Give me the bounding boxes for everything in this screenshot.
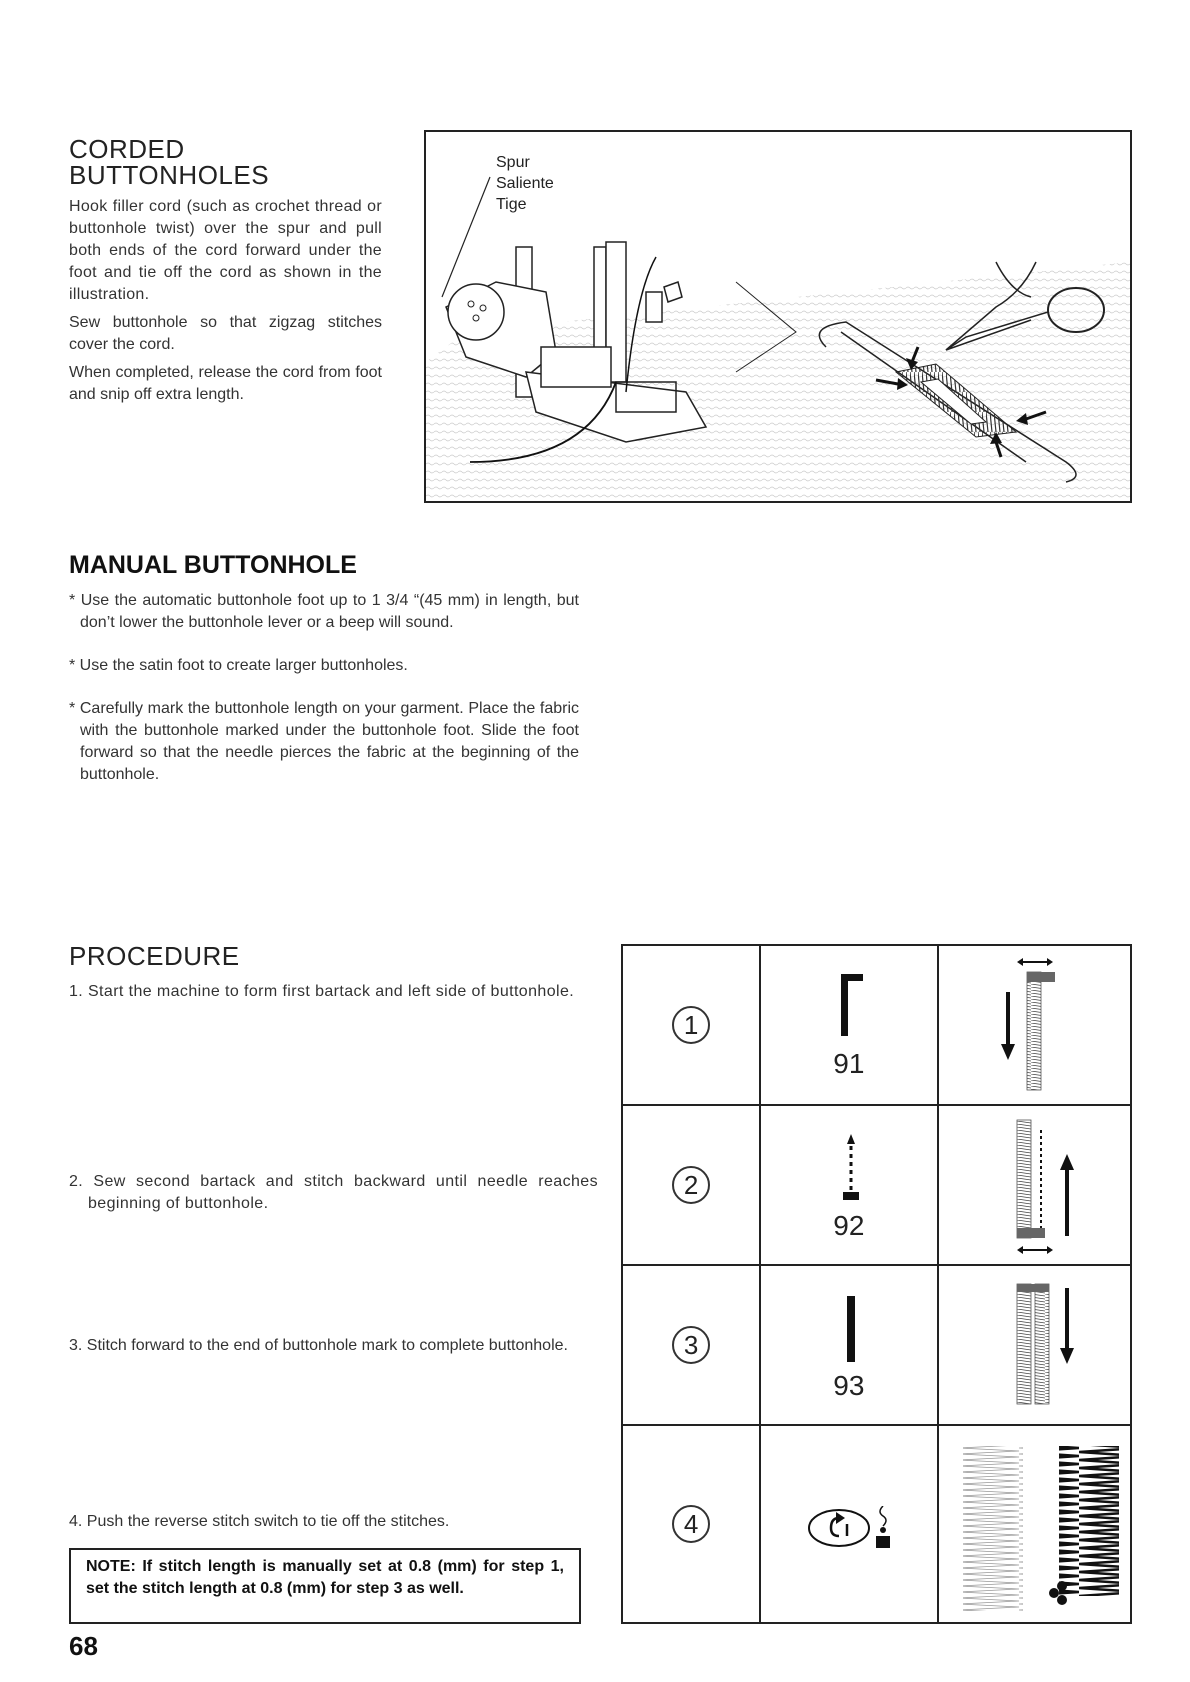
procedure-step-3: 3. Stitch forward to the end of buttonhole mark to complete buttonhole. bbox=[69, 1337, 568, 1354]
step-number: 3 bbox=[672, 1326, 710, 1364]
page-number: 68 bbox=[69, 1631, 98, 1661]
straight-forward-icon bbox=[841, 1296, 861, 1366]
tie-off-icon bbox=[873, 1506, 893, 1550]
corded-para-1: Hook filler cord (such as crochet thread or buttonhole twist) over the spur and pull both ends of the cord forward under the foot and tie off the cord as shown in the illustration. bbox=[69, 198, 382, 303]
table-row bbox=[622, 1105, 1131, 1265]
spur-labels bbox=[496, 152, 554, 215]
note-box bbox=[69, 1548, 581, 1624]
label-saliente: Saliente bbox=[496, 175, 554, 192]
stitch-diagram-cell bbox=[938, 1265, 1131, 1425]
procedure-step-1: 1. Start the machine to form first bartack and left side of buttonhole. bbox=[69, 983, 575, 1000]
table-row bbox=[622, 1425, 1131, 1623]
pattern-cell bbox=[760, 1105, 937, 1265]
stitch-code: 92 bbox=[833, 1209, 865, 1241]
manual-bullet-2: * Use the satin foot to create larger buttonholes. bbox=[69, 657, 408, 674]
table-row bbox=[622, 945, 1131, 1105]
pattern-cell bbox=[760, 1265, 937, 1425]
stitch-diagram-4 bbox=[959, 1436, 1129, 1616]
label-tige: Tige bbox=[496, 196, 527, 213]
stitch-diagram-2 bbox=[989, 1112, 1089, 1260]
stitch-diagram-3 bbox=[989, 1276, 1089, 1416]
bartack-reverse-icon bbox=[841, 1134, 861, 1204]
stitch-diagram-cell bbox=[938, 945, 1131, 1105]
procedure-title: PROCEDURE bbox=[69, 941, 240, 971]
corded-title-line2: BUTTONHOLES bbox=[69, 160, 270, 190]
stitch-code: 93 bbox=[833, 1369, 865, 1401]
corded-illustration bbox=[424, 130, 1132, 503]
procedure-step-2: 2. Sew second bartack and stitch backward until needle reaches beginning of buttonhole. bbox=[69, 1173, 598, 1212]
corded-title-line1: CORDED bbox=[69, 134, 185, 164]
manual-bullet-3: * Carefully mark the buttonhole length on your garment. Place the fabric with the buttonhole marked under the buttonhole foot. Slide the foot forward so that the needle pierces the fabric at the beginning of the buttonhole. bbox=[69, 700, 579, 783]
corded-para-2: Sew buttonhole so that zigzag stitches cover the cord. bbox=[69, 314, 382, 353]
table-row bbox=[622, 1265, 1131, 1425]
procedure-table bbox=[621, 944, 1132, 1624]
manual-buttonhole-title: MANUAL BUTTONHOLE bbox=[69, 551, 357, 579]
label-spur: Spur bbox=[496, 154, 530, 171]
manual-bullet-1: * Use the automatic buttonhole foot up to 1 3/4 “(45 mm) in length, but don’t lower the buttonhole lever or a beep will sound. bbox=[69, 592, 579, 631]
note-text: NOTE: If stitch length is manually set at 0.8 (mm) for step 1, set the stitch length at 0.8 (mm) for step 3 as well. bbox=[86, 1558, 564, 1597]
stitch-diagram-1 bbox=[989, 954, 1089, 1099]
step-number: 2 bbox=[672, 1166, 710, 1204]
corded-para-3: When completed, release the cord from foot and snip off extra length. bbox=[69, 364, 382, 403]
procedure-step-4: 4. Push the reverse stitch switch to tie off the stitches. bbox=[69, 1513, 450, 1530]
step-number-cell bbox=[622, 1425, 760, 1623]
stitch-code: 91 bbox=[833, 1048, 865, 1079]
stitch-diagram-cell bbox=[938, 1105, 1131, 1265]
bartack-left-icon bbox=[831, 974, 871, 1036]
pattern-cell bbox=[760, 945, 937, 1105]
step-number-cell bbox=[622, 1105, 760, 1265]
manual-bullets bbox=[69, 590, 579, 786]
reverse-stitch-icon[interactable] bbox=[801, 1504, 911, 1554]
pattern-cell bbox=[760, 1425, 937, 1623]
stitch-diagram-cell bbox=[938, 1425, 1131, 1623]
corded-title bbox=[69, 136, 269, 188]
step-number-cell bbox=[622, 1265, 760, 1425]
step-number-cell bbox=[622, 945, 760, 1105]
step-number: 4 bbox=[672, 1505, 710, 1543]
corded-text bbox=[69, 196, 382, 406]
step-number: 1 bbox=[672, 1006, 710, 1044]
